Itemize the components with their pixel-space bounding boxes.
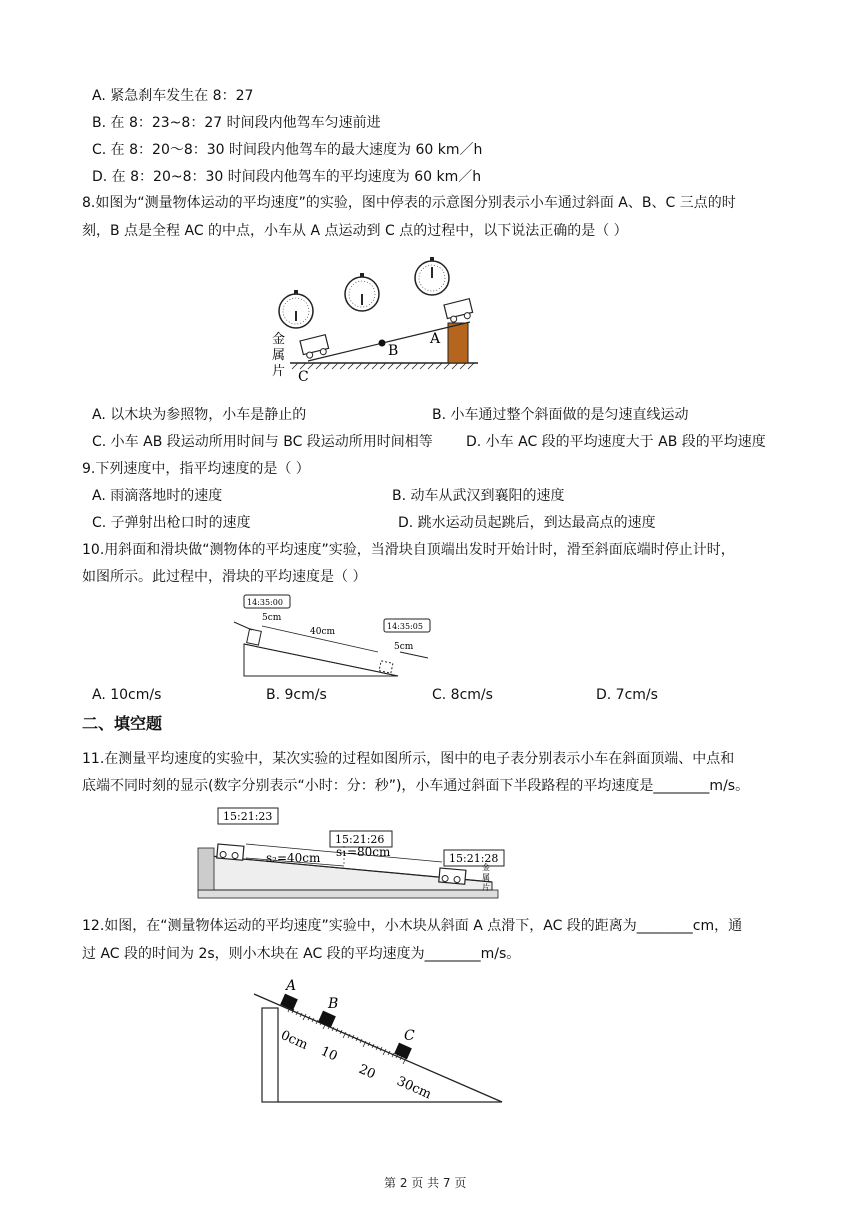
- label-a: A: [430, 331, 441, 347]
- q10-option-d: D. 7cm/s: [596, 687, 658, 703]
- q12-stem-line2: 过 AC 段的时间为 2s，则小木块在 AC 段的平均速度为________m/s。: [82, 946, 521, 962]
- q9-option-c: C. 子弹射出枪口时的速度: [92, 515, 251, 531]
- wood-block: [448, 323, 468, 363]
- q10-stem-line2: 如图所示。此过程中，滑块的平均速度是（ ）: [82, 569, 367, 585]
- time-start: 14:35:00: [247, 598, 283, 607]
- block-b: [318, 1011, 336, 1028]
- tick-label-20: 20: [356, 1061, 378, 1083]
- metal-label-3: 片: [482, 883, 490, 892]
- car-bottom: [300, 335, 330, 360]
- s1-label: s₁=80cm: [336, 845, 391, 859]
- stopwatch-a: [415, 257, 449, 295]
- q12-stem-line1: 12.如图，在“测量物体运动的平均速度”实验中，小木块从斜面 A 点滑下，AC 段的距离为________cm，通: [82, 918, 743, 934]
- slider-bottom: [379, 661, 393, 673]
- q9-option-b: B. 动车从武汉到襄阳的速度: [392, 488, 565, 504]
- metal-label-2: 属: [272, 348, 286, 363]
- page-footer: 第 2 页 共 7 页: [384, 1176, 467, 1190]
- q12-figure: [250, 972, 510, 1108]
- q8-stem-line1: 8.如图为“测量物体运动的平均速度”的实验，图中停表的示意图分别表示小车通过斜面 A、B、C 三点的时: [82, 195, 736, 211]
- block-a: [280, 994, 298, 1011]
- time-mid: 15:21:26: [335, 833, 385, 846]
- q7-option-b: B. 在 8：23~8：27 时间段内他驾车匀速前进: [92, 115, 381, 131]
- time-bottom: 15:21:28: [449, 852, 499, 865]
- support-post: [262, 1008, 278, 1102]
- s2-label: s₂=40cm: [266, 851, 321, 865]
- label-c: C: [298, 369, 309, 385]
- metal-label-1: 金: [272, 332, 286, 347]
- metal-label-1: 金: [482, 863, 490, 872]
- car-bottom: [439, 868, 466, 884]
- q10-stem-line1: 10.用斜面和滑块做“测物体的平均速度”实验，当滑块自顶端出发时开始计时，滑至斜面底端时停止计时，: [82, 542, 735, 558]
- time-end: 14:35:05: [387, 622, 423, 631]
- q8-option-a: A. 以木块为参照物，小车是静止的: [92, 407, 307, 423]
- q9-option-d: D. 跳水运动员起跳后，到达最高点的速度: [398, 515, 656, 531]
- label-b: B: [328, 996, 339, 1012]
- q7-option-a: A. 紧急刹车发生在 8：27: [92, 88, 254, 104]
- metal-label-3: 片: [272, 364, 286, 379]
- tick-label-10: 10: [318, 1043, 340, 1065]
- len-block-bottom: 5cm: [394, 642, 414, 652]
- time-top: 15:21:23: [223, 810, 273, 823]
- q11-stem-line1: 11.在测量平均速度的实验中，某次实验的过程如图所示，图中的电子表分别表示小车在斜面顶端、中点和: [82, 751, 735, 767]
- label-c: C: [404, 1028, 415, 1044]
- q8-option-d: D. 小车 AC 段的平均速度大于 AB 段的平均速度: [466, 434, 766, 450]
- q10-option-b: B. 9cm/s: [266, 687, 327, 703]
- q8-stem-line2: 刻，B 点是全程 AC 的中点，小车从 A 点运动到 C 点的过程中，以下说法正确的是（ ）: [82, 223, 628, 239]
- car-top: [444, 299, 474, 324]
- q7-option-d: D. 在 8：20~8：30 时间段内他驾车的平均速度为 60 km／h: [92, 169, 482, 185]
- q9-option-a: A. 雨滴落地时的速度: [92, 488, 223, 504]
- slider-top: [247, 629, 262, 645]
- q10-figure: [228, 592, 438, 678]
- q8-figure: [268, 255, 488, 385]
- q8-option-b: B. 小车通过整个斜面做的是匀速直线运动: [432, 407, 689, 423]
- q11-stem-line2: 底端不同时刻的显示(数字分别表示“小时：分：秒”)，小车通过斜面下半段路程的平均速度是________m/s。: [82, 778, 750, 794]
- metal-label-2: 属: [482, 873, 490, 882]
- car-top: [217, 844, 244, 860]
- section-title-fill-in: 二、填空题: [82, 714, 163, 733]
- stopwatch-c: [279, 290, 313, 328]
- stopwatch-b: [345, 273, 379, 311]
- label-b: B: [388, 343, 399, 359]
- incline: [254, 994, 502, 1102]
- q9-stem: 9.下列速度中，指平均速度的是（ ）: [82, 461, 310, 477]
- ruler-ticks: [288, 1007, 406, 1064]
- len-slope: 40cm: [310, 627, 336, 637]
- tick-label-30: 30cm: [394, 1073, 434, 1103]
- q10-option-a: A. 10cm/s: [92, 687, 162, 703]
- q7-option-c: C. 在 8：20～8：30 时间段内他驾车的最大速度为 60 km／h: [92, 142, 483, 158]
- tick-label-0: 0cm: [278, 1027, 310, 1053]
- q10-option-c: C. 8cm/s: [432, 687, 493, 703]
- len-block-top: 5cm: [262, 613, 282, 623]
- q8-option-c: C. 小车 AB 段运动所用时间与 BC 段运动所用时间相等: [92, 434, 433, 450]
- q11-figure: [196, 804, 508, 900]
- label-a: A: [286, 978, 297, 994]
- midpoint-b-dot: [379, 340, 386, 347]
